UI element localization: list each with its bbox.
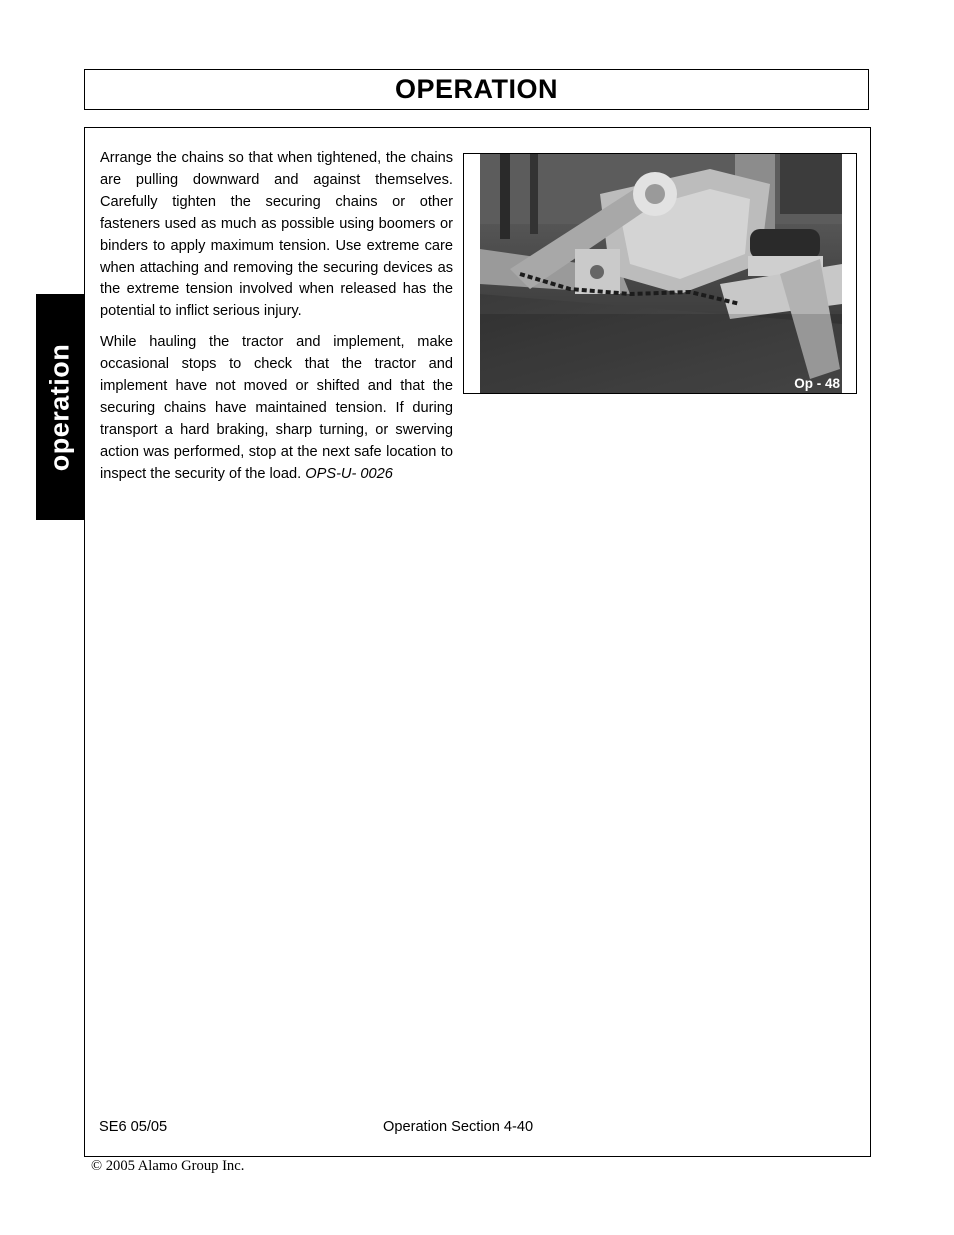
page-header (84, 69, 869, 110)
paragraph-hauling (100, 332, 453, 485)
footer-section-page: Operation Section 4-40 (383, 1119, 534, 1135)
content-frame (84, 127, 871, 1157)
photo-illustration (480, 154, 842, 393)
side-tab-label: operation (44, 343, 75, 471)
figure-label: Op - 48 (794, 376, 840, 391)
footer-model-date: SE6 05/05 (99, 1119, 168, 1135)
body-text-column (100, 148, 453, 495)
figure-frame (463, 153, 857, 394)
copyright-notice: © 2005 Alamo Group Inc. (91, 1158, 245, 1174)
page-title: OPERATION (394, 74, 558, 104)
paragraph-hauling-text: While hauling the tractor and implement, make occasional stops to check that the tractor and implement have not moved or shifted and that the securing chains have maintained tension. If during transport a hard braking, sharp turning, or swerving action was performed, stop at the next safe location to inspect the security of the load. (100, 334, 453, 482)
paragraph-chains: Arrange the chains so that when tightened, the chains are pulling downward and against themselves. Carefully tighten the securing chains or other fasteners used as much as possible using boomers or binders to apply maximum tension. Use extreme care when attaching and removing the securing devices as the extreme tension involved when released has the potential to inflict serious injury. (100, 150, 453, 320)
figure-photo (480, 154, 842, 393)
reference-code: OPS-U- 0026 (305, 465, 393, 482)
section-side-tab (36, 294, 84, 520)
